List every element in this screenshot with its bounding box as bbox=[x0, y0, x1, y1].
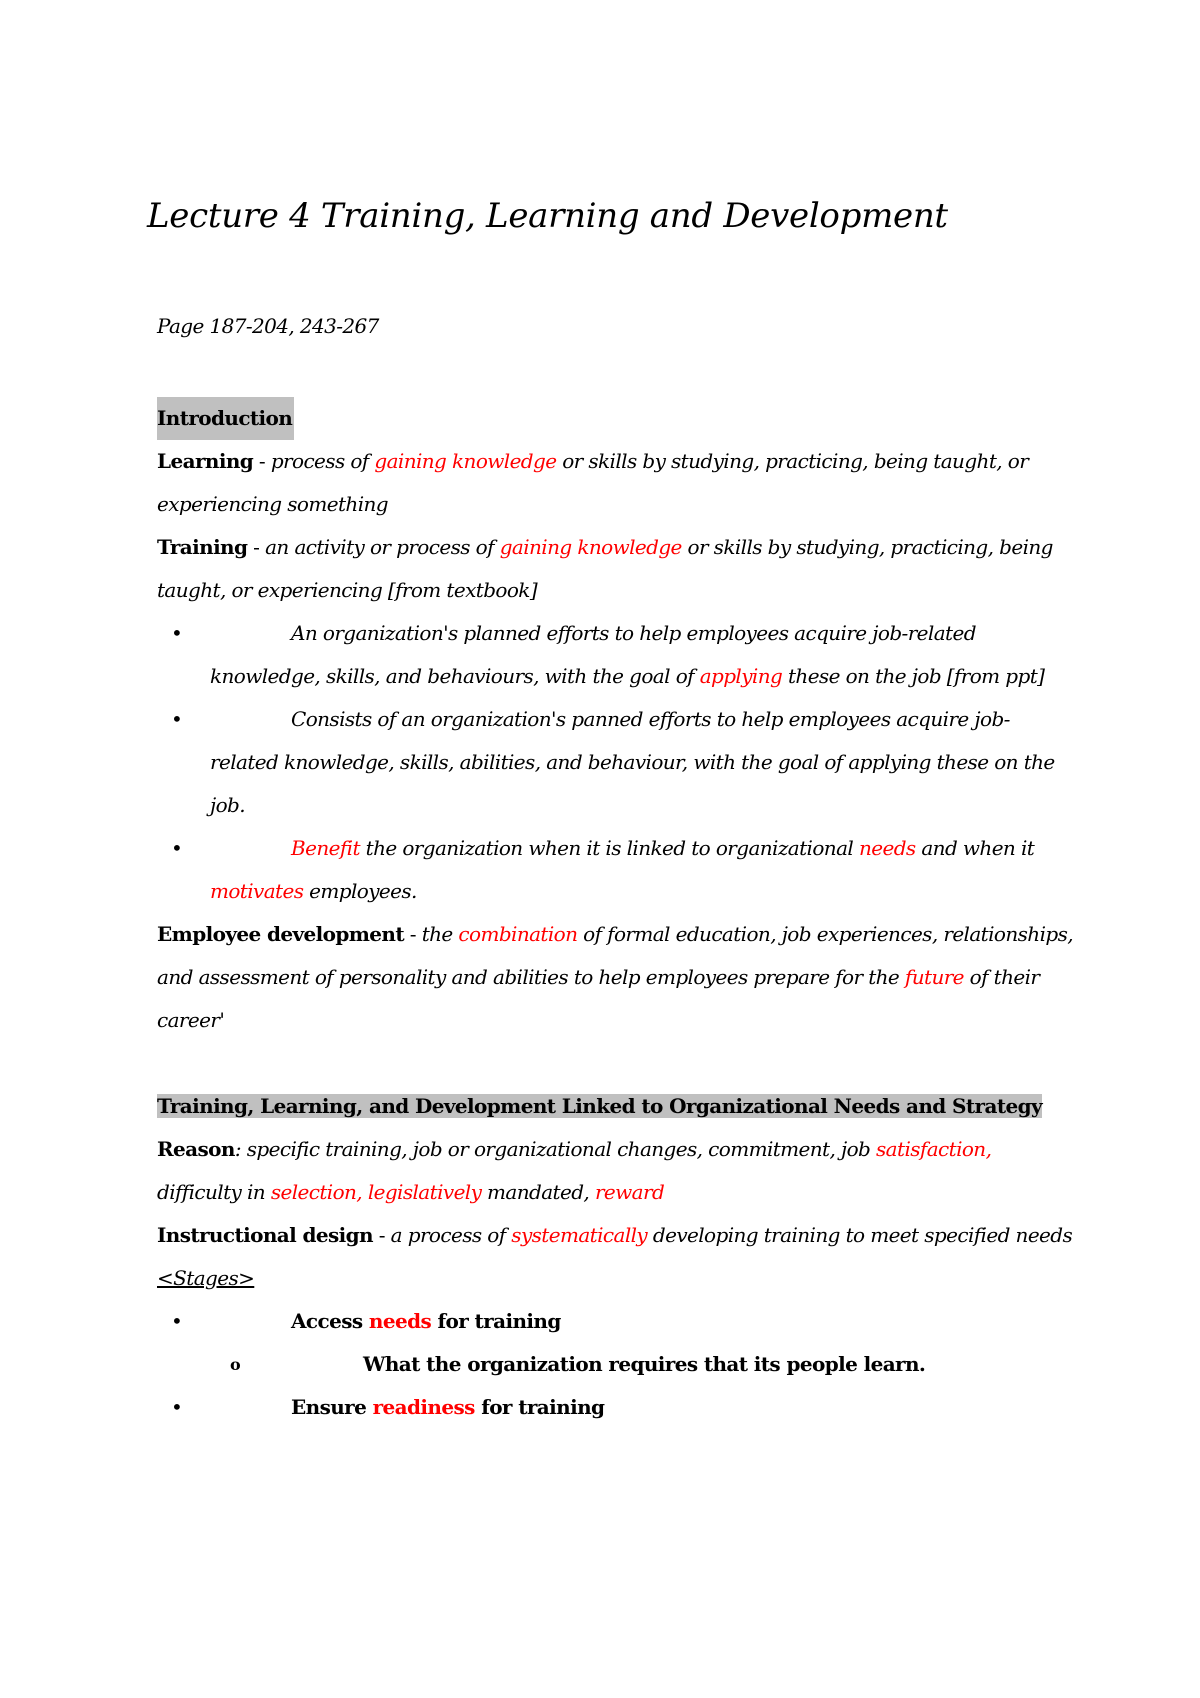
highlight-red: combination bbox=[458, 922, 578, 946]
highlight-red: Benefit bbox=[291, 836, 360, 860]
definition-employee-development: Employee development - the combination of formal education, job experiences, relationships, and assessment of personality and abilities to help employees prepare for the future of their career' bbox=[157, 922, 1073, 1032]
section-heading-introduction: Introduction bbox=[157, 397, 1077, 440]
definition-training: Training - an activity or process of gaining knowledge or skills by studying, practicing, being taught, or experiencing [from textbook] bbox=[157, 535, 1053, 602]
highlight-red: applying bbox=[699, 664, 783, 688]
bullet-icon: • bbox=[171, 1395, 183, 1419]
definition-learning: Learning - process of gaining knowledge or skills by studying, practicing, being taught, or experiencing something bbox=[157, 449, 1029, 516]
highlight-red: reward bbox=[594, 1180, 665, 1204]
highlight-red: gaining knowledge bbox=[374, 449, 557, 473]
list-item: • An organization's planned efforts to help employees acquire job-related knowledge, skills, and behaviours, with the goal of applying these on the job [from ppt] bbox=[157, 612, 1077, 698]
page-title: Lecture 4 Training, Learning and Development bbox=[147, 196, 948, 236]
highlight-red: readiness bbox=[372, 1395, 475, 1419]
term: Training bbox=[157, 535, 248, 559]
bullet-icon: • bbox=[171, 621, 183, 645]
definition-instructional-design: Instructional design - a process of systematically developing training to meet specified needs bbox=[157, 1223, 1073, 1247]
page-reference: Page 187-204, 243-267 bbox=[157, 314, 379, 338]
highlight-red: gaining knowledge bbox=[499, 535, 682, 559]
highlight-red: future bbox=[904, 965, 964, 989]
bullet-icon: • bbox=[171, 1309, 183, 1333]
list-item: • Benefit the organization when it is linked to organizational needs and when it motivates employees. bbox=[157, 827, 1077, 913]
section-heading-strategy: Training, Learning, and Development Linked to Organizational Needs and Strategy bbox=[157, 1094, 1042, 1118]
sub-list-item: o What the organization requires that its people learn. bbox=[157, 1343, 1077, 1386]
highlight-red: selection, legislatively bbox=[270, 1180, 482, 1204]
bullet-icon: • bbox=[171, 707, 183, 731]
list-item: • Ensure readiness for training bbox=[157, 1386, 1077, 1429]
circle-bullet-icon: o bbox=[230, 1355, 241, 1374]
highlight-red: satisfaction, bbox=[876, 1137, 992, 1161]
highlight-red: needs bbox=[368, 1309, 432, 1333]
document-body bbox=[157, 397, 1077, 1429]
highlight-red: needs bbox=[858, 836, 916, 860]
term: Instructional design bbox=[157, 1223, 373, 1247]
list-item: • Access needs for training bbox=[157, 1300, 1077, 1343]
definition-reason: Reason: specific training, job or organizational changes, commitment, job satisfaction, difficulty in selection, legislatively mandated, reward bbox=[157, 1137, 992, 1204]
stages-label: <Stages> bbox=[157, 1266, 255, 1290]
term: Learning bbox=[157, 449, 254, 473]
list-item: • Consists of an organization's panned efforts to help employees acquire job-related knowledge, skills, abilities, and behaviour, with the goal of applying these on the job. bbox=[157, 698, 1077, 827]
highlight-red: systematically bbox=[511, 1223, 648, 1247]
term: Employee development bbox=[157, 922, 405, 946]
highlight-red: motivates bbox=[210, 879, 304, 903]
term: Reason bbox=[157, 1137, 235, 1161]
bullet-icon: • bbox=[171, 836, 183, 860]
